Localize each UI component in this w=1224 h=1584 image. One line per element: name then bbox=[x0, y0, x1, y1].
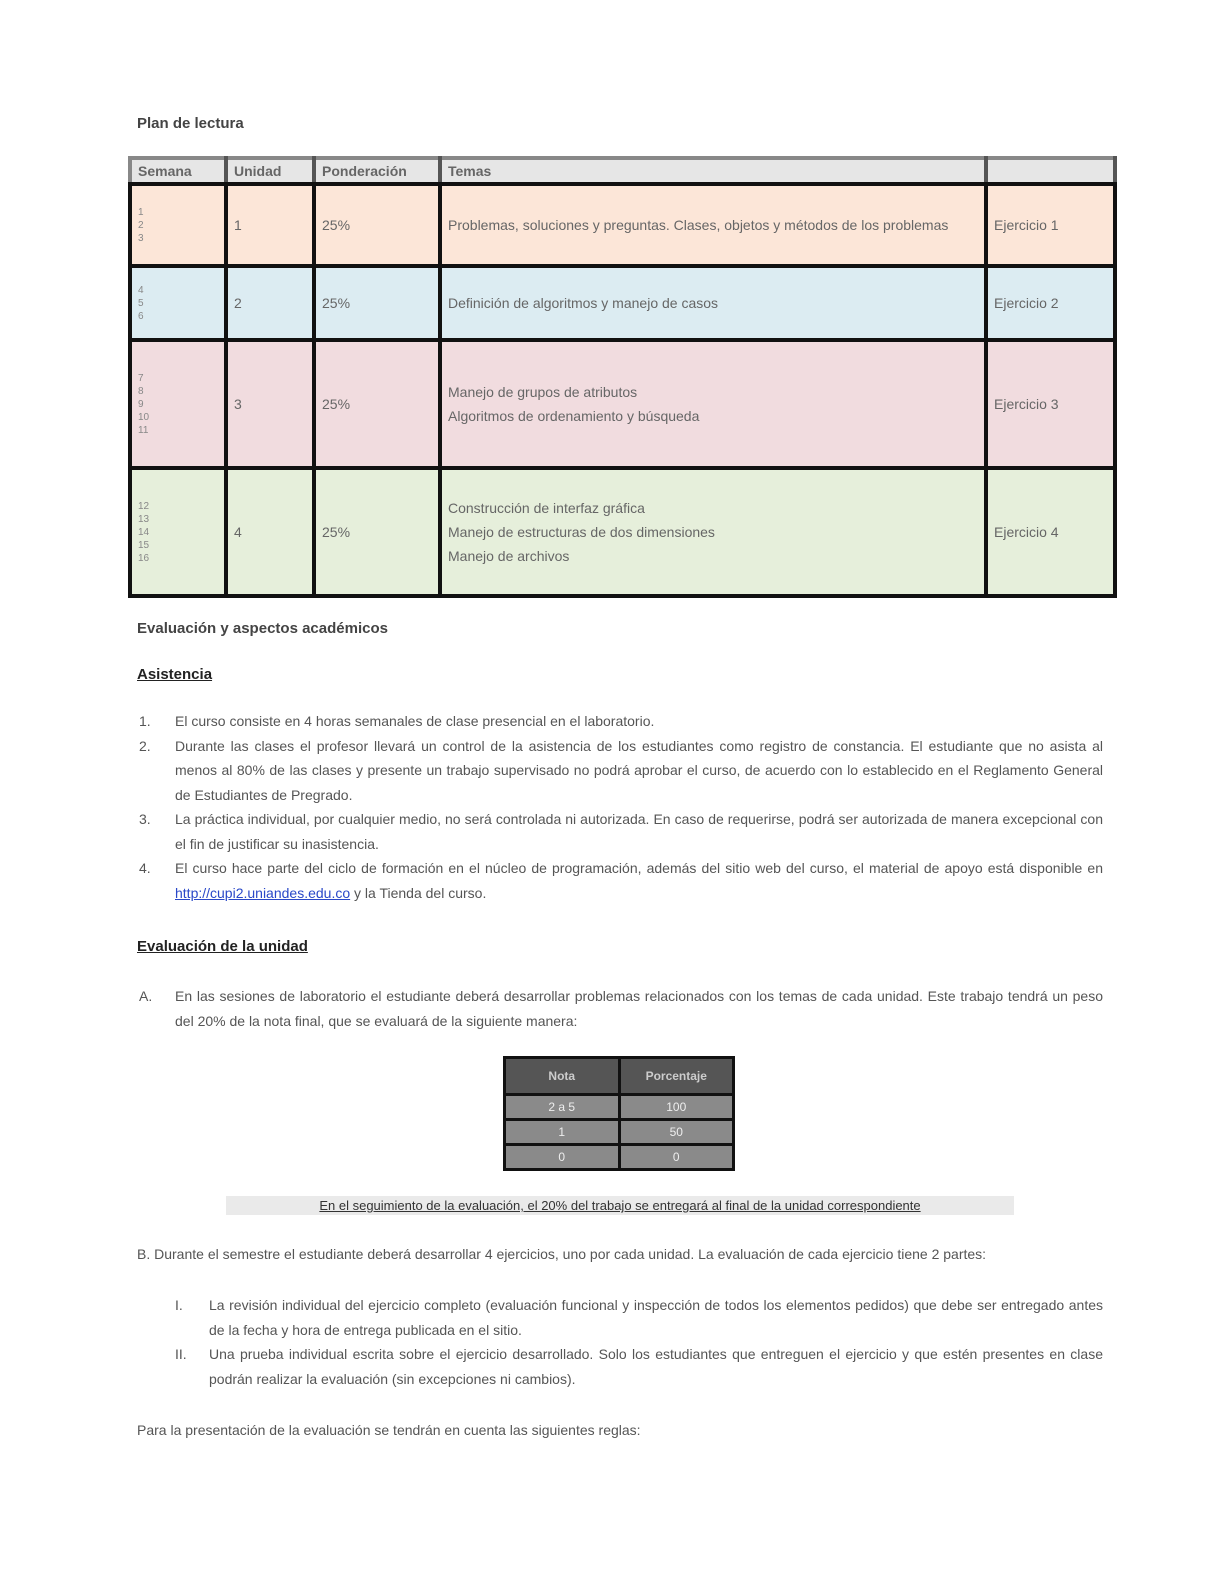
grade-header-nota: Nota bbox=[505, 1058, 620, 1095]
grading-note: En el seguimiento de la evaluación, el 20% del trabajo se entregará al final de la unidad correspondiente bbox=[226, 1196, 1014, 1215]
header-ejercicio bbox=[986, 158, 1115, 184]
cell-unidad: 3 bbox=[226, 340, 314, 468]
cell-ponderacion: 25% bbox=[314, 266, 440, 340]
grade-cell: 2 a 5 bbox=[505, 1095, 620, 1120]
cell-temas: Definición de algoritmos y manejo de casos bbox=[440, 266, 986, 340]
list-item bbox=[175, 1342, 1103, 1391]
asistencia-list bbox=[137, 709, 1103, 905]
cell-semana: 4 5 6 bbox=[130, 266, 226, 340]
evaluacion-list bbox=[137, 984, 1103, 1033]
table-row bbox=[505, 1120, 734, 1145]
grade-cell: 0 bbox=[505, 1145, 620, 1170]
list-item-number: A. bbox=[139, 988, 153, 1004]
table-row bbox=[130, 340, 1115, 468]
list-item-number: 4. bbox=[139, 860, 151, 876]
section-heading-evaluacion-unidad: Evaluación de la unidad bbox=[137, 938, 308, 955]
section-heading-asistencia: Asistencia bbox=[137, 666, 213, 683]
cell-unidad: 1 bbox=[226, 184, 314, 266]
cell-temas: Problemas, soluciones y preguntas. Clases, objetos y métodos de los problemas bbox=[440, 184, 986, 266]
cell-temas: Construcción de interfaz gráfica Manejo de estructuras de dos dimensiones Manejo de archivos bbox=[440, 468, 986, 596]
table-row bbox=[505, 1145, 734, 1170]
cell-ejercicio: Ejercicio 3 bbox=[986, 340, 1115, 468]
list-item-text: El curso consiste en 4 horas semanales de clase presencial en el laboratorio. bbox=[175, 713, 655, 729]
list-item-number: I. bbox=[175, 1297, 183, 1313]
list-item-text-after: y la Tienda del curso. bbox=[354, 884, 487, 901]
cell-ejercicio: Ejercicio 4 bbox=[986, 468, 1115, 596]
cell-semana: 12 13 14 15 16 bbox=[130, 468, 226, 596]
cell-semana: 1 2 3 bbox=[130, 184, 226, 266]
list-item bbox=[137, 734, 1103, 808]
header-ponderacion: Ponderación bbox=[314, 158, 440, 184]
list-item bbox=[137, 984, 1103, 1033]
sub-list bbox=[175, 1293, 1103, 1391]
list-item-number: 2. bbox=[139, 737, 151, 754]
cell-ponderacion: 25% bbox=[314, 468, 440, 596]
list-item bbox=[137, 807, 1103, 856]
course-website-link[interactable]: http://cupi2.uniandes.edu.co bbox=[175, 884, 351, 901]
plan-table bbox=[128, 156, 1117, 598]
cell-semana: 7 8 9 10 11 bbox=[130, 340, 226, 468]
grade-cell: 50 bbox=[619, 1120, 734, 1145]
cell-unidad: 4 bbox=[226, 468, 314, 596]
cell-ponderacion: 25% bbox=[314, 184, 440, 266]
cell-ponderacion: 25% bbox=[314, 340, 440, 468]
list-item bbox=[175, 1293, 1103, 1342]
cell-temas: Manejo de grupos de atributos Algoritmos de ordenamiento y búsqueda bbox=[440, 340, 986, 468]
cell-ejercicio: Ejercicio 1 bbox=[986, 184, 1115, 266]
header-unidad: Unidad bbox=[226, 158, 314, 184]
grade-header-porcentaje: Porcentaje bbox=[619, 1058, 734, 1095]
list-item bbox=[137, 709, 1103, 734]
list-item-text: Una prueba individual escrita sobre el ejercicio desarrollado. Solo los estudiantes que entreguen el ejercicio y que estén presentes en clase podrán realizar la evaluación (sin excepciones ni cambios). bbox=[209, 1346, 1103, 1387]
cell-unidad: 2 bbox=[226, 266, 314, 340]
plan-table-header-row bbox=[130, 158, 1115, 184]
grade-table bbox=[503, 1056, 735, 1171]
grade-cell: 0 bbox=[619, 1145, 734, 1170]
header-temas: Temas bbox=[440, 158, 986, 184]
grade-table-header-row bbox=[505, 1058, 734, 1095]
list-item-text: Durante las clases el profesor llevará un control de la asistencia de los estudiantes como registro de constancia. El estudiante que no asista al menos al 80% de las clases y presente un trabajo supervisado no podrá aprobar el curso, de acuerdo con lo establecido en el Reglamento General de Estudiantes de Pregrado. bbox=[175, 737, 1103, 803]
table-row bbox=[130, 184, 1115, 266]
list-item-text: La práctica individual, por cualquier medio, no será controlada ni autorizada. En caso de requerirse, podrá ser autorizada de manera excepcional con el fin de justificar su inasistencia. bbox=[175, 811, 1103, 852]
list-item-number: 3. bbox=[139, 811, 151, 827]
closing-paragraph: Para la presentación de la evaluación se tendrán en cuenta las siguientes reglas: bbox=[137, 1422, 641, 1438]
list-item-text: El curso hace parte del ciclo de formación en el núcleo de programación, además del sitio web del curso, el material de apoyo está disponible en bbox=[175, 860, 1103, 876]
list-item-text: La revisión individual del ejercicio completo (evaluación funcional y inspección de todos los elementos pedidos) que debe ser entregado antes de la fecha y hora de entrega publicada en el sitio. bbox=[209, 1297, 1103, 1338]
list-item-text: En las sesiones de laboratorio el estudiante deberá desarrollar problemas relacionados con los temas de cada unidad. Este trabajo tendrá un peso del 20% de la nota final, que se evaluará de la siguiente manera: bbox=[175, 988, 1103, 1029]
list-item bbox=[137, 856, 1103, 905]
table-row bbox=[130, 266, 1115, 340]
page-title: Plan de lectura bbox=[137, 115, 244, 132]
header-semana: Semana bbox=[130, 158, 226, 184]
table-row bbox=[130, 468, 1115, 596]
table-row bbox=[505, 1095, 734, 1120]
paragraph-b: B. Durante el semestre el estudiante deberá desarrollar 4 ejercicios, uno por cada unidad. La evaluación de cada ejercicio tiene 2 partes: bbox=[137, 1246, 987, 1262]
list-item-number: 1. bbox=[139, 713, 151, 729]
list-item-number: II. bbox=[175, 1346, 187, 1362]
cell-ejercicio: Ejercicio 2 bbox=[986, 266, 1115, 340]
grade-cell: 100 bbox=[619, 1095, 734, 1120]
grade-cell: 1 bbox=[505, 1120, 620, 1145]
section-heading-evaluacion: Evaluación y aspectos académicos bbox=[137, 620, 388, 637]
